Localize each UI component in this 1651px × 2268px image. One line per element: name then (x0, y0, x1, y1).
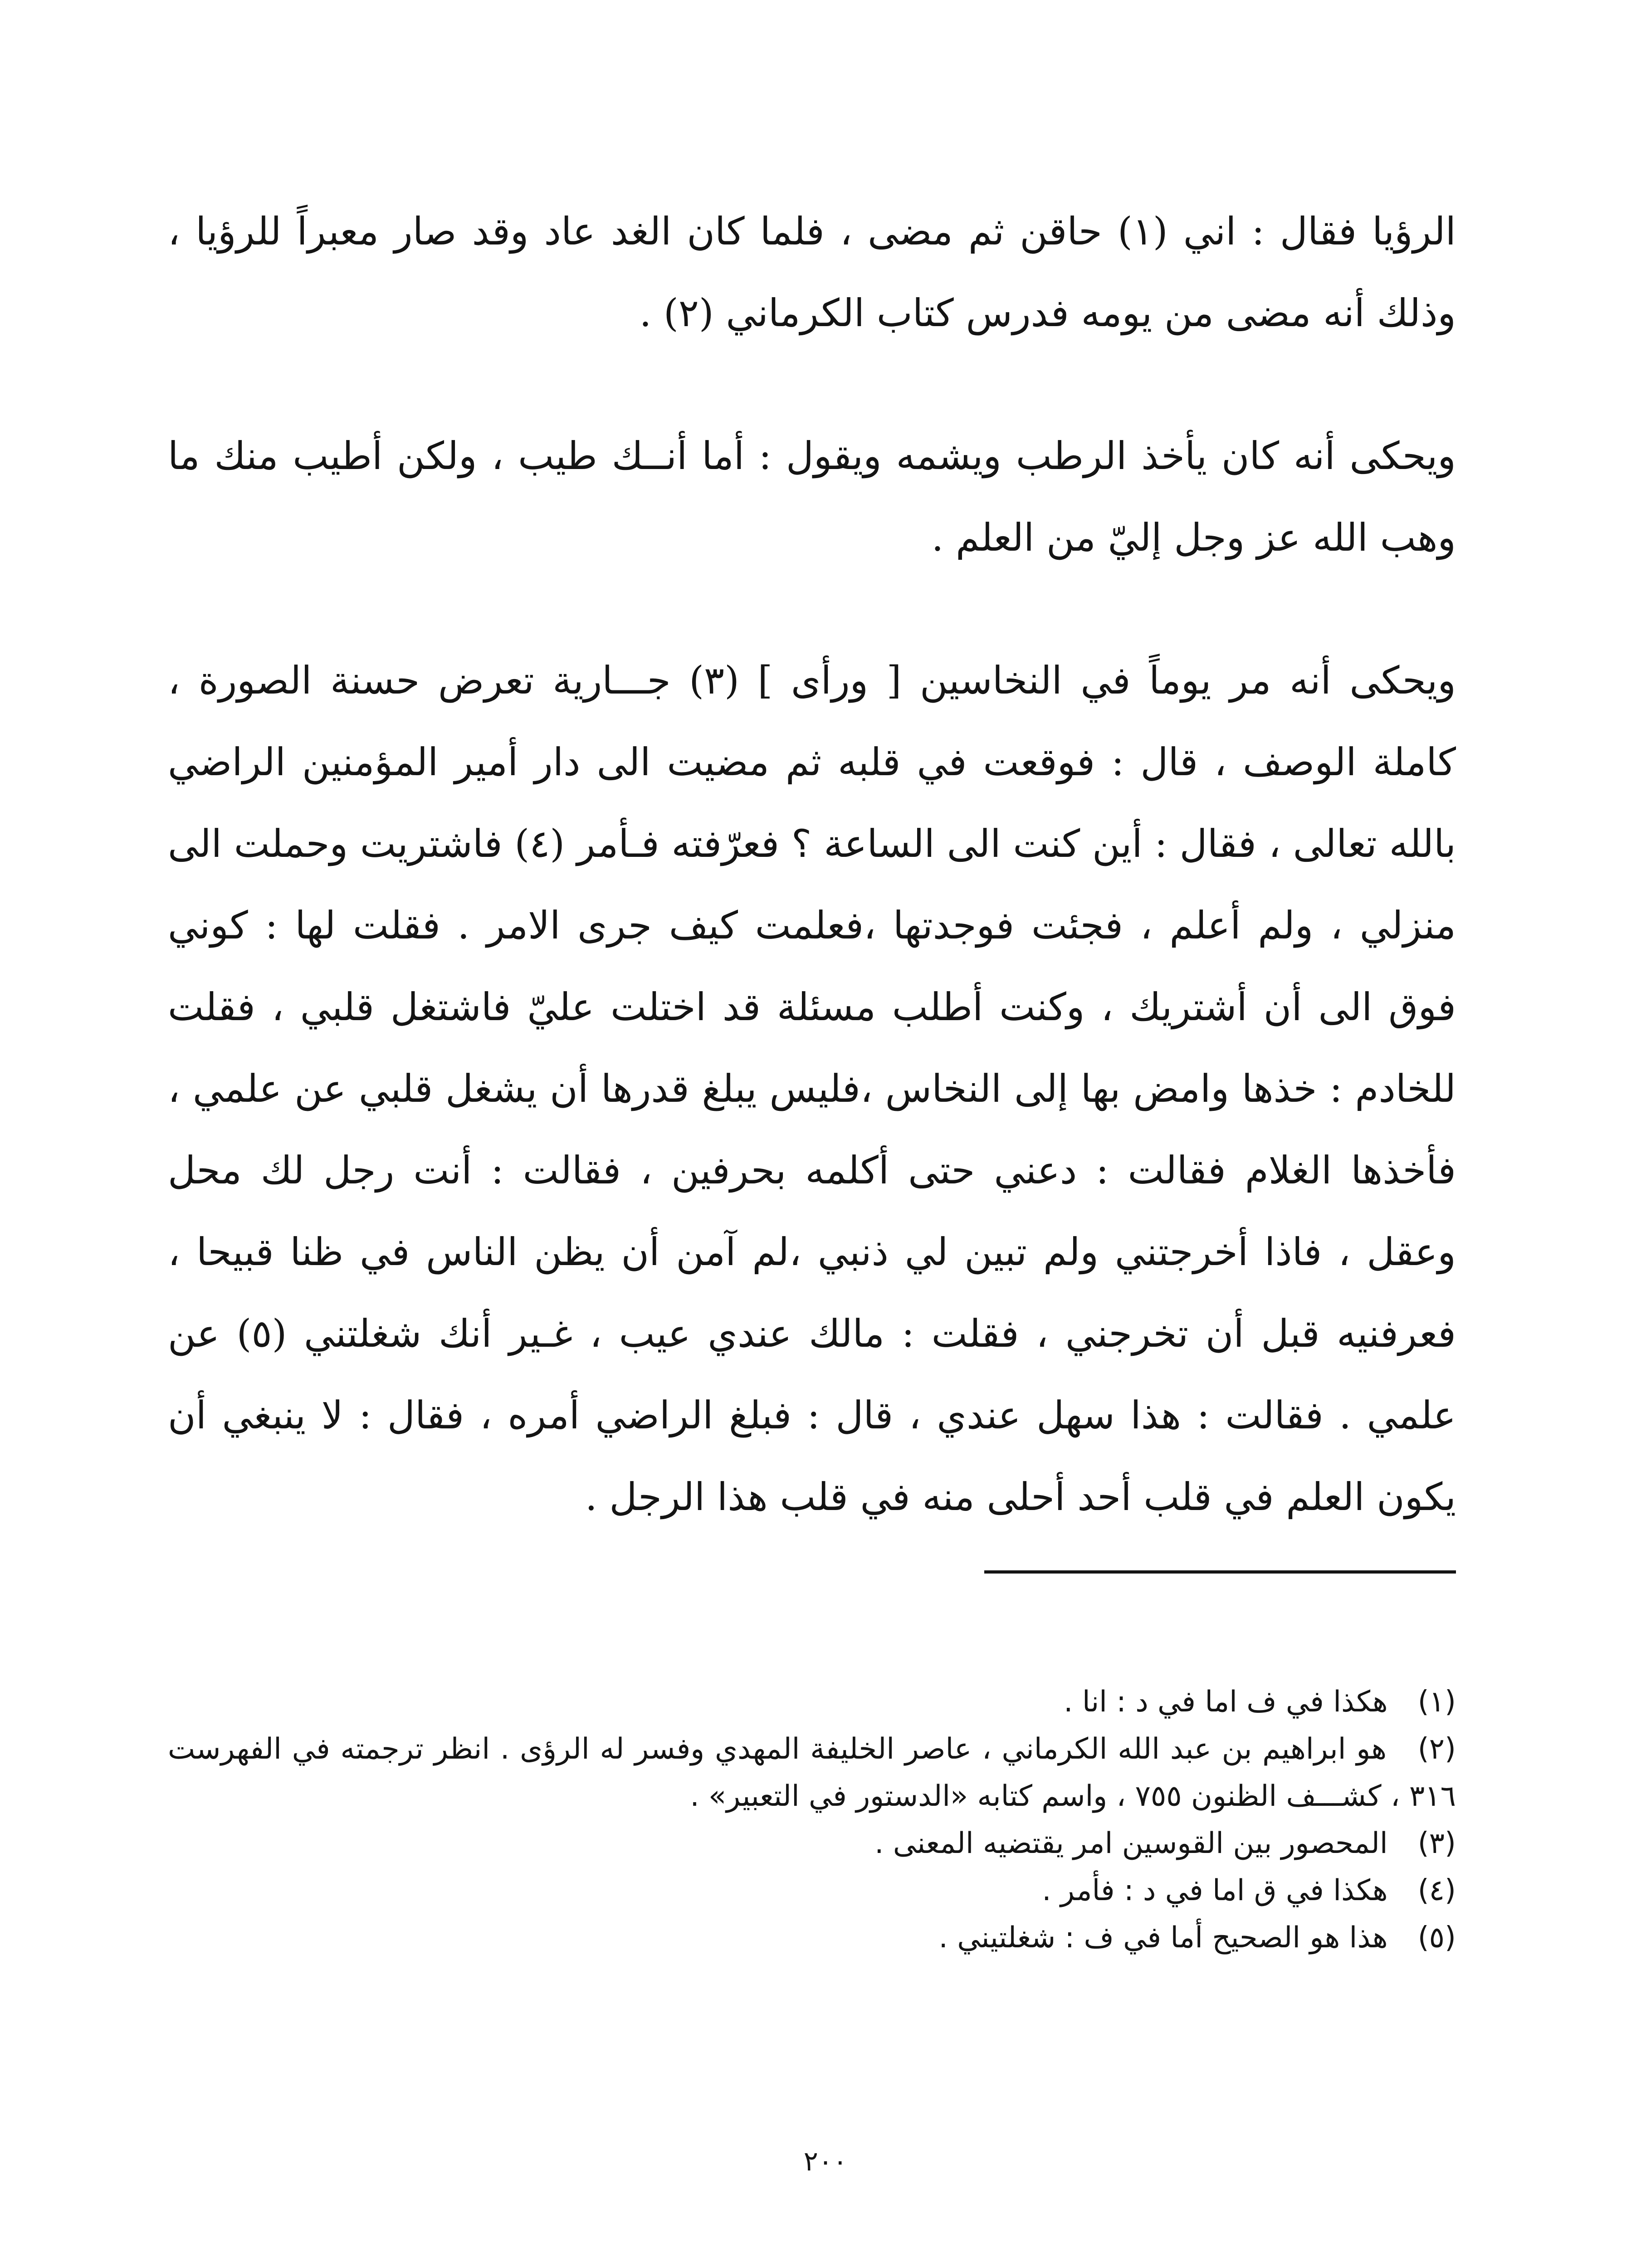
footnote-text: المحصور بين القوسين امر يقتضيه المعنى . (874, 1827, 1388, 1860)
footnote-item (168, 1725, 1456, 1820)
page-number: ٢٠٠ (803, 2146, 848, 2177)
footnote-item (168, 1678, 1456, 1725)
footnote-number: (٥) (1417, 1921, 1456, 1955)
footnote-item (168, 1867, 1456, 1914)
body-paragraph-1: الرؤيا فقال : اني (١) حاقن ثم مضى ، فلما كان الغد عاد وقد صار معبراً للرؤيا ، وذلك أنه مضى من يومه فدرس كتاب الكرماني (٢) . (168, 209, 1456, 335)
body-paragraph-3: ويحكى أنه مر يوماً في النخاسين [ ورأى ] (٣) جـــارية تعرض حسنة الصورة ، كاملة الوصف ، قال : فوقعت في قلبه ثم مضيت الى دار أمير المؤمنين الراضي بالله تعالى ، فقال : أين كنت الى الساعة ؟ فعرّفته فـأمر (٤) فاشتريت وحملت الى منزلي ، ولم أعلم ، فجئت فوجدتها ،فعلمت كيف جرى الامر . فقلت لها : كوني فوق الى أن أشتريك ، وكنت أطلب مسئلة قد اختلت عليّ فاشتغل قلبي ، فقلت للخادم : خذها وامض بها إلى النخاس ،فليس يبلغ قدرها أن يشغل قلبي عن علمي ، فأخذها الغلام فقالت : دعني حتى أكلمه بحرفين ، فقالت : أنت رجل لك محل وعقل ، فاذا أخرجتني ولم تبين لي ذنبي ،لم آمن أن يظن الناس في ظنا قبيحا ، فعرفنيه قبل أن تخرجني ، فقلت : مالك عندي عيب ، غـير أنك شغلتني (٥) عن علمي . فقالت : هذا سهل عندي ، قال : فبلغ الراضي أمره ، فقال : لا ينبغي أن يكون العلم في قلب أحد أحلى منه في قلب هذا الرجل . (168, 658, 1456, 1519)
footnote-number: (٤) (1417, 1874, 1456, 1907)
footnote-text: هذا هو الصحيح أما في ف : شغلتيني . (938, 1921, 1388, 1955)
footnote-number: (١) (1417, 1685, 1456, 1719)
body-paragraph-2: ويحكى أنه كان يأخذ الرطب ويشمه ويقول : أما أنــك طيب ، ولكن أطيب منك ما وهب الله عز وجل إليّ من العلم . (168, 434, 1456, 560)
footnote-text: هكذا في ق اما في د : فأمر . (1042, 1874, 1388, 1907)
footnote-text: هو ابراهيم بن عبد الله الكرماني ، عاصر الخليفة المهدي وفسر له الرؤى . انظر ترجمته في الفهرست ٣١٦ ، كشـــف الظنون ٧٥٥ ، واسم كتابه «الدستور في التعبير» . (168, 1732, 1456, 1813)
footnotes-list (168, 1678, 1456, 1961)
footnote-item (168, 1820, 1456, 1867)
footnote-separator-rule (984, 1570, 1456, 1574)
footnote-number: (٣) (1417, 1827, 1456, 1860)
footnote-item (168, 1914, 1456, 1961)
footnote-text: هكذا في ف اما في د : انا . (1064, 1685, 1388, 1719)
footnote-number: (٢) (1417, 1732, 1456, 1766)
